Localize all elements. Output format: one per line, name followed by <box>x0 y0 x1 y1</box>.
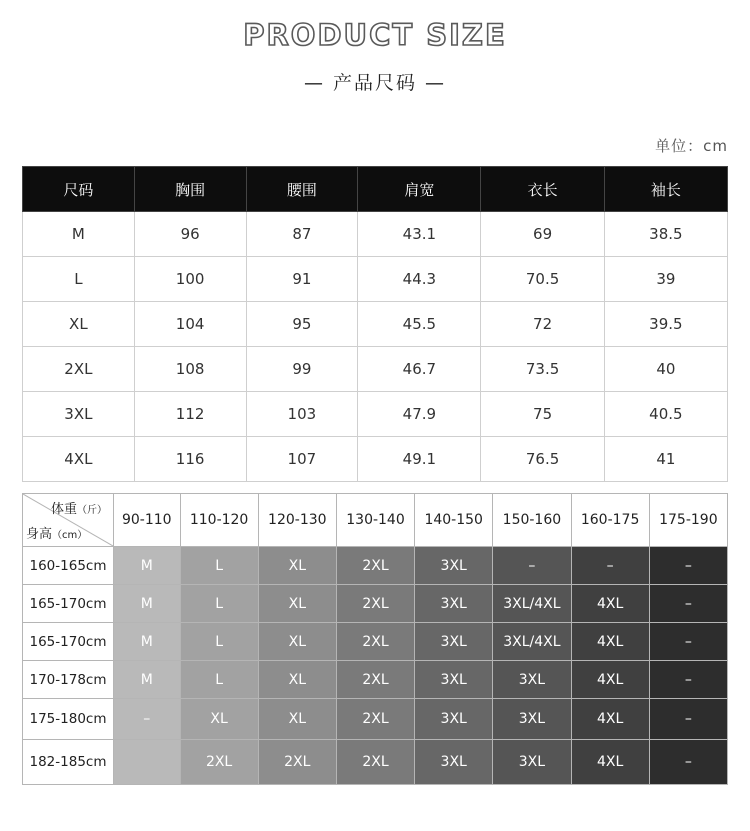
size-recommendation-cell: XL <box>258 623 336 661</box>
weight-column-header: 120-130 <box>258 494 336 547</box>
size-table-header <box>23 167 728 212</box>
table-cell: 104 <box>134 302 246 347</box>
size-recommendation-cell: 3XL <box>415 547 493 585</box>
size-recommendation-cell: L <box>180 623 258 661</box>
size-recommendation-cell: – <box>649 740 727 785</box>
corner-weight-label: 体重（斤） <box>50 502 107 517</box>
size-recommendation-cell: – <box>493 547 571 585</box>
size-recommendation-cell: 3XL <box>415 585 493 623</box>
table-cell: 41 <box>604 437 727 482</box>
size-recommendation-cell: 2XL <box>258 740 336 785</box>
table-cell: 99 <box>246 347 358 392</box>
size-column-header: 袖长 <box>604 167 727 212</box>
fit-table-corner <box>23 494 114 547</box>
table-row <box>23 547 728 585</box>
size-recommendation-cell: M <box>114 547 181 585</box>
table-cell: XL <box>23 302 135 347</box>
table-cell: M <box>23 212 135 257</box>
size-recommendation-cell: – <box>649 585 727 623</box>
table-row <box>23 437 728 482</box>
table-cell: 3XL <box>23 392 135 437</box>
page-subtitle: — 产品尺码 — <box>303 72 447 94</box>
table-cell: 43.1 <box>358 212 481 257</box>
weight-column-header: 90-110 <box>114 494 181 547</box>
size-recommendation-cell: 3XL <box>415 699 493 740</box>
size-recommendation-cell: XL <box>258 547 336 585</box>
size-recommendation-cell: 4XL <box>571 740 649 785</box>
height-row-header: 165-170cm <box>23 585 114 623</box>
table-row <box>23 623 728 661</box>
size-recommendation-cell: – <box>649 547 727 585</box>
size-recommendation-cell: 2XL <box>336 661 414 699</box>
table-cell: 44.3 <box>358 257 481 302</box>
size-recommendation-cell: 4XL <box>571 661 649 699</box>
table-cell: 87 <box>246 212 358 257</box>
table-row <box>23 347 728 392</box>
table-row <box>23 302 728 347</box>
size-recommendation-cell: 2XL <box>336 740 414 785</box>
table-cell: 72 <box>481 302 604 347</box>
size-recommendation-cell: 2XL <box>336 547 414 585</box>
size-recommendation-cell: 3XL <box>493 699 571 740</box>
table-cell: 49.1 <box>358 437 481 482</box>
size-recommendation-cell: – <box>649 661 727 699</box>
weight-column-header: 150-160 <box>493 494 571 547</box>
table-row <box>23 699 728 740</box>
size-recommendation-cell: – <box>649 623 727 661</box>
fit-table-header <box>23 494 728 547</box>
fit-table-body <box>23 547 728 785</box>
size-recommendation-cell: XL <box>258 661 336 699</box>
size-recommendation-cell: 4XL <box>571 623 649 661</box>
table-cell: 69 <box>481 212 604 257</box>
table-cell: 2XL <box>23 347 135 392</box>
table-row <box>23 257 728 302</box>
table-cell: 108 <box>134 347 246 392</box>
weight-column-header: 160-175 <box>571 494 649 547</box>
size-column-header: 尺码 <box>23 167 135 212</box>
size-column-header: 腰围 <box>246 167 358 212</box>
size-recommendation-cell: 2XL <box>180 740 258 785</box>
table-cell: 91 <box>246 257 358 302</box>
corner-height-label: 身高（cm） <box>26 527 88 542</box>
size-recommendation-cell: 2XL <box>336 585 414 623</box>
table-cell: 70.5 <box>481 257 604 302</box>
height-row-header: 165-170cm <box>23 623 114 661</box>
size-recommendation-cell: XL <box>258 585 336 623</box>
size-recommendation-cell: 2XL <box>336 699 414 740</box>
size-recommendation-cell: M <box>114 661 181 699</box>
table-cell: 40.5 <box>604 392 727 437</box>
size-recommendation-cell <box>114 740 181 785</box>
table-cell: 116 <box>134 437 246 482</box>
weight-column-header: 140-150 <box>415 494 493 547</box>
size-recommendation-cell: – <box>114 699 181 740</box>
size-recommendation-cell: L <box>180 661 258 699</box>
size-recommendation-cell: M <box>114 623 181 661</box>
height-row-header: 160-165cm <box>23 547 114 585</box>
table-cell: 46.7 <box>358 347 481 392</box>
size-recommendation-cell: XL <box>180 699 258 740</box>
fit-table <box>22 493 728 785</box>
size-table-body <box>23 212 728 482</box>
size-recommendation-cell: – <box>571 547 649 585</box>
size-recommendation-cell: L <box>180 585 258 623</box>
table-row <box>23 740 728 785</box>
table-row <box>23 661 728 699</box>
table-cell: 40 <box>604 347 727 392</box>
table-cell: 73.5 <box>481 347 604 392</box>
size-recommendation-cell: M <box>114 585 181 623</box>
weight-column-header: 110-120 <box>180 494 258 547</box>
size-recommendation-cell: 3XL <box>493 661 571 699</box>
size-recommendation-cell: – <box>649 699 727 740</box>
table-cell: 38.5 <box>604 212 727 257</box>
table-row <box>23 392 728 437</box>
size-recommendation-cell: 3XL/4XL <box>493 585 571 623</box>
table-cell: 47.9 <box>358 392 481 437</box>
table-row <box>23 212 728 257</box>
table-cell: 39.5 <box>604 302 727 347</box>
size-recommendation-cell: 2XL <box>336 623 414 661</box>
table-cell: 95 <box>246 302 358 347</box>
table-row <box>23 585 728 623</box>
size-recommendation-cell: XL <box>258 699 336 740</box>
size-column-header: 肩宽 <box>358 167 481 212</box>
table-cell: 103 <box>246 392 358 437</box>
table-cell: 45.5 <box>358 302 481 347</box>
size-table <box>22 166 728 482</box>
height-row-header: 182-185cm <box>23 740 114 785</box>
weight-column-header: 130-140 <box>336 494 414 547</box>
table-cell: 76.5 <box>481 437 604 482</box>
page-title: PRODUCT SIZE <box>243 18 507 52</box>
size-recommendation-cell: 3XL/4XL <box>493 623 571 661</box>
height-row-header: 175-180cm <box>23 699 114 740</box>
table-cell: 75 <box>481 392 604 437</box>
table-cell: 112 <box>134 392 246 437</box>
size-column-header: 胸围 <box>134 167 246 212</box>
table-cell: 96 <box>134 212 246 257</box>
table-cell: 100 <box>134 257 246 302</box>
height-row-header: 170-178cm <box>23 661 114 699</box>
table-cell: 107 <box>246 437 358 482</box>
size-recommendation-cell: 3XL <box>415 661 493 699</box>
size-recommendation-cell: 3XL <box>415 623 493 661</box>
weight-column-header: 175-190 <box>649 494 727 547</box>
table-cell: L <box>23 257 135 302</box>
size-recommendation-cell: 4XL <box>571 585 649 623</box>
size-recommendation-cell: 4XL <box>571 699 649 740</box>
size-recommendation-cell: 3XL <box>415 740 493 785</box>
table-cell: 39 <box>604 257 727 302</box>
size-recommendation-cell: 3XL <box>493 740 571 785</box>
unit-label: 单位：cm <box>655 137 728 155</box>
size-column-header: 衣长 <box>481 167 604 212</box>
table-cell: 4XL <box>23 437 135 482</box>
size-recommendation-cell: L <box>180 547 258 585</box>
